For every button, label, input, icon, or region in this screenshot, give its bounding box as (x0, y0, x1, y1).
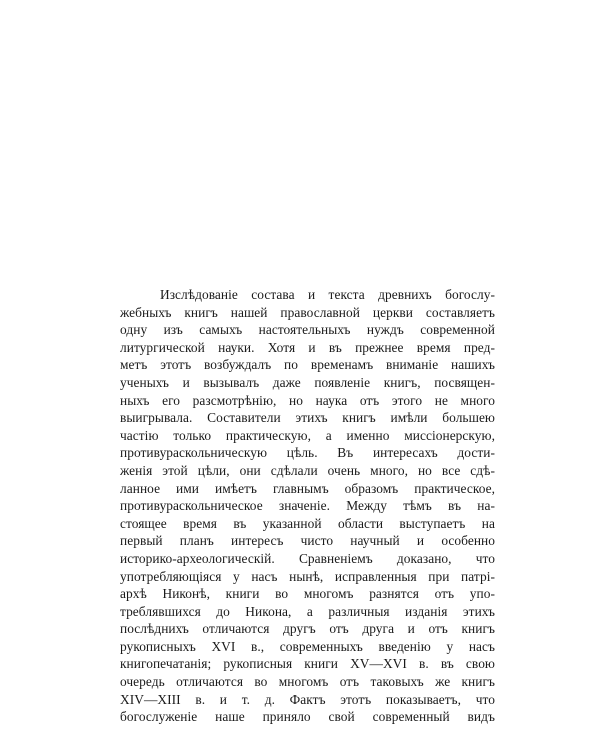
text-line: употребляющіяся у насъ нынѣ, исправленныя при патрі- (120, 568, 495, 584)
text-line: архѣ Никонѣ, книги во многомъ разнятся отъ упо- (120, 586, 495, 602)
text-line: треблявшихся до Никона, а различныя изданія этихъ (120, 603, 495, 619)
text-line: очередь отличаются во многомъ отъ таковыхъ же книгъ (120, 674, 495, 690)
text-line: рукописныхъ XVI в., современныхъ введенію у насъ (120, 638, 495, 654)
text-line: женія этой цѣли, они сдѣлали очень много, но все сдѣ- (120, 462, 495, 478)
text-line: богослуженіе наше приняло свой современный видъ (120, 709, 495, 725)
text-line: жебныхъ книгъ нашей православной церкви составляетъ (120, 304, 495, 320)
text-line: литургической науки. Хотя и въ прежнее время пред- (120, 339, 495, 355)
text-line: ныхъ его разсмотрѣнію, но наука отъ этого не много (120, 392, 495, 408)
text-line: ланное ими имѣетъ главнымъ образомъ практическое, (120, 480, 495, 496)
text-line: XIV—XIII в. и т. д. Фактъ этотъ показываетъ, что (120, 691, 495, 707)
text-line: первый планъ интересъ чисто научный и особенно (120, 533, 495, 549)
text-line: метъ этотъ возбуждалъ по временамъ вниманіе нашихъ (120, 357, 495, 373)
text-line: историко-археологическій. Сравненіемъ доказано, что (120, 550, 495, 566)
text-line: ученыхъ и вызывалъ даже появленіе книгъ, посвящен- (120, 374, 495, 390)
text-line: противураскольническую цѣль. Въ интересахъ дости- (120, 445, 495, 461)
text-line: послѣднихъ отличаются другъ отъ друга и отъ книгъ (120, 621, 495, 637)
text-line: стоящее время въ указанной области выступаетъ на (120, 515, 495, 531)
text-line: книгопечатанія; рукописныя книги XV—XVI в. въ свою (120, 656, 495, 672)
text-line: Изслѣдованіе состава и текста древнихъ богослу- (160, 287, 495, 302)
text-line: частію только практическую, а именно миссіонерскую, (120, 427, 495, 443)
text-line: противураскольническое значеніе. Между тѣмъ въ на- (120, 498, 495, 514)
text-line: выигрывала. Составители этихъ книгъ имѣли большею (120, 410, 495, 426)
text-line: одну изъ самыхъ настоятельныхъ нуждъ современной (120, 322, 495, 338)
body-paragraph (120, 286, 495, 726)
